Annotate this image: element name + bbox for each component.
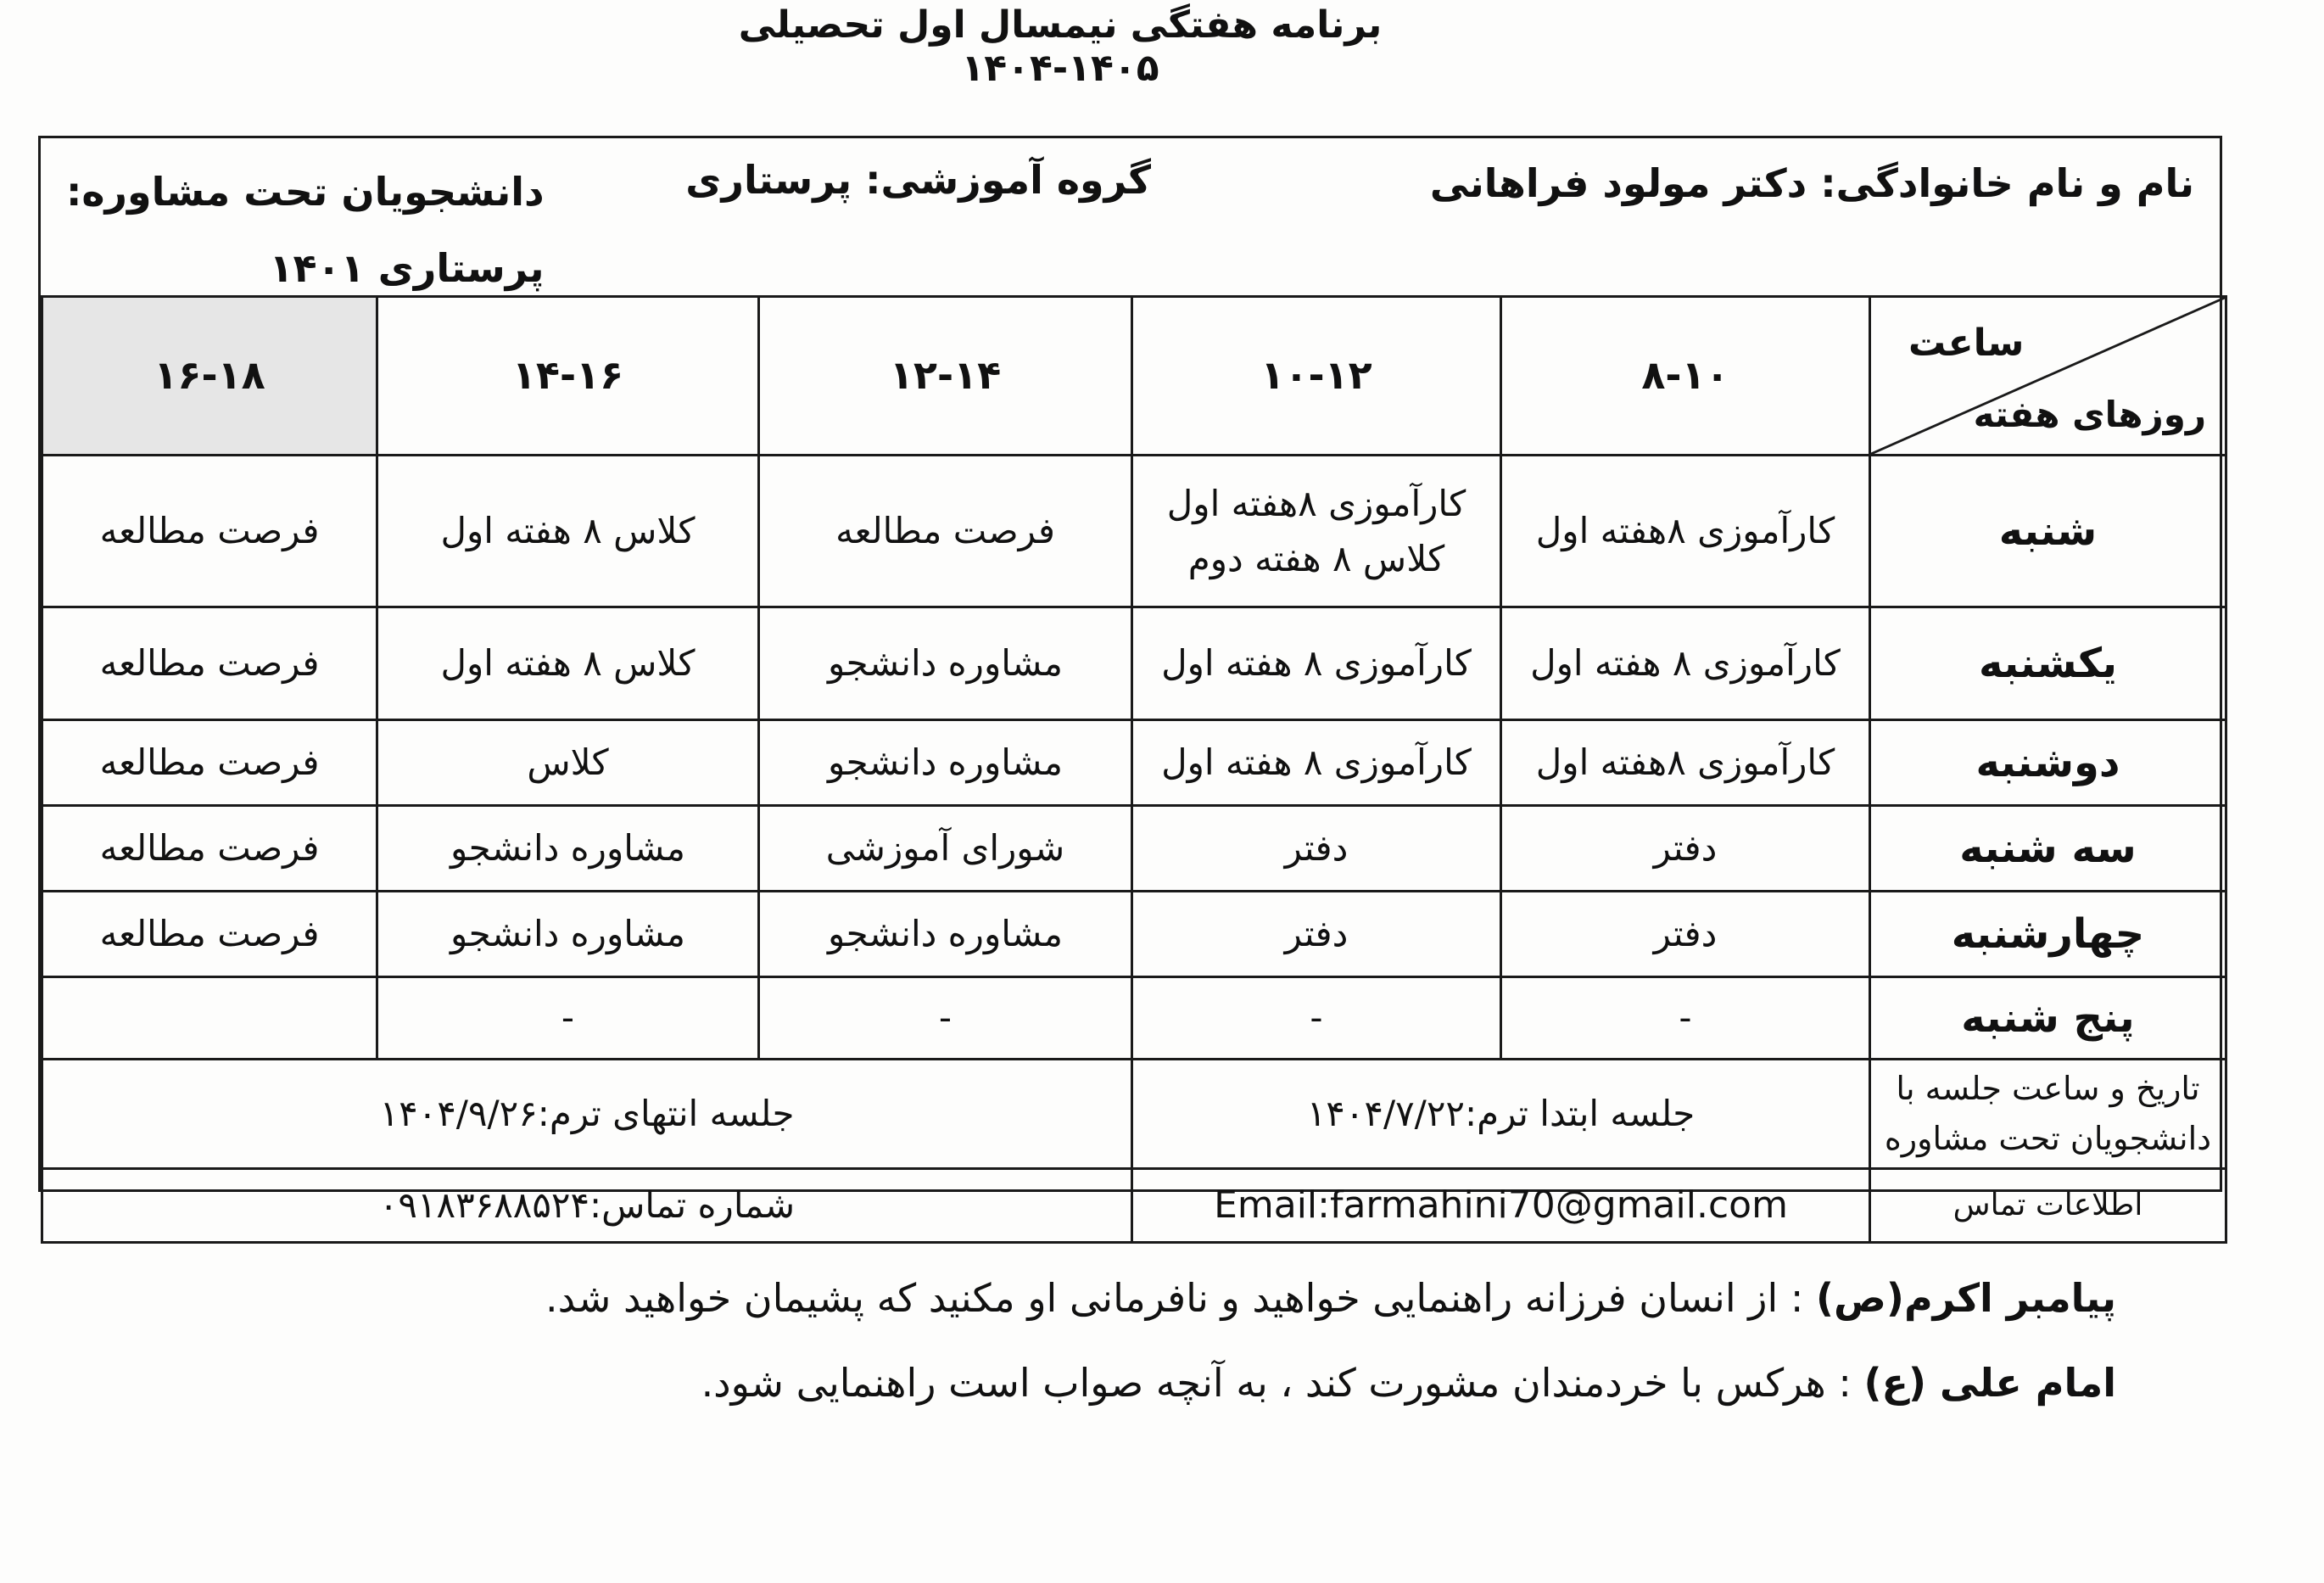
schedule-cell: مشاوره دانشجو (759, 892, 1132, 977)
schedule-cell: فرصت مطالعه (759, 456, 1132, 607)
contact-label: اطلاعات تماس (1870, 1168, 2226, 1242)
quote-line (165, 1256, 2116, 1340)
time-slot-header: ۱۶-۱۸ (42, 297, 377, 456)
schedule-cell: کارآموزی ۸ هفته اول (1501, 607, 1870, 720)
time-slot-header: ۸-۱۰ (1501, 297, 1870, 456)
schedule-cell: مشاوره دانشجو (377, 806, 759, 892)
schedule-sheet (38, 136, 2222, 1227)
time-slot-header: ۱۴-۱۶ (377, 297, 759, 456)
schedule-cell: مشاوره دانشجو (377, 892, 759, 977)
advisee-students (66, 154, 545, 306)
day-label: پنج شنبه (1870, 977, 2226, 1060)
corner-hour-label: ساعت (1908, 322, 2025, 365)
meeting-end: جلسه انتهای ترم:۱۴۰۴/۹/۲۶ (42, 1060, 1132, 1169)
quote-text: : از انسان فرزانه راهنمایی خواهید و نافرمانی او مکنید که پشیمان خواهید شد. (545, 1275, 1817, 1321)
schedule-cell: کارآموزی ۸هفته اول (1501, 456, 1870, 607)
quotes-section (165, 1256, 2116, 1425)
schedule-cell: فرصت مطالعه (42, 806, 377, 892)
schedule-cell: - (1501, 977, 1870, 1060)
schedule-cell: فرصت مطالعه (42, 892, 377, 977)
schedule-cell: کلاس ۸ هفته اول (377, 607, 759, 720)
schedule-cell: فرصت مطالعه (42, 720, 377, 806)
table-row (42, 720, 2226, 806)
contact-phone: شماره تماس:۰۹۱۸۳۶۸۸۵۲۴ (42, 1168, 1132, 1242)
table-row (42, 892, 2226, 977)
contact-row (42, 1168, 2226, 1242)
meeting-row (42, 1060, 2226, 1169)
meeting-start: جلسه ابتدا ترم:۱۴۰۴/۷/۲۲ (1132, 1060, 1870, 1169)
schedule-cell: کلاس ۸ هفته اول (377, 456, 759, 607)
schedule-cell: مشاوره دانشجو (759, 720, 1132, 806)
schedule-cell: فرصت مطالعه (42, 456, 377, 607)
header-info (41, 138, 2220, 298)
contact-email[interactable]: Email:farmahini70@gmail.com (1132, 1168, 1870, 1242)
schedule-cell: فرصت مطالعه (42, 607, 377, 720)
meeting-label: تاریخ و ساعت جلسه با دانشجویان تحت مشاوره (1870, 1060, 2226, 1169)
table-row (42, 456, 2226, 607)
department-group: گروه آموزشی: پرستاری (685, 157, 1151, 203)
schedule-cell: کلاس (377, 720, 759, 806)
schedule-cell: - (759, 977, 1132, 1060)
schedule-cell: دفتر (1501, 806, 1870, 892)
time-slot-header: ۱۲-۱۴ (759, 297, 1132, 456)
schedule-cell: کارآموزی ۸هفته اول (1501, 720, 1870, 806)
table-header-row (42, 297, 2226, 456)
schedule-cell (42, 977, 377, 1060)
instructor-name: نام و نام خانوادگی: دکتر مولود فراهانی (1429, 160, 2194, 206)
quote-text: : هرکس با خردمندان مشورت کند ، به آنچه صواب است راهنمایی شود. (701, 1360, 1864, 1406)
time-slot-header: ۱۰-۱۲ (1132, 297, 1501, 456)
schedule-cell: - (377, 977, 759, 1060)
day-label: سه شنبه (1870, 806, 2226, 892)
day-label: دوشنبه (1870, 720, 2226, 806)
schedule-cell: کارآموزی ۸ هفته اول (1132, 720, 1501, 806)
schedule-cell: دفتر (1132, 806, 1501, 892)
corner-days-label: روزهای هفته (1973, 393, 2206, 435)
schedule-cell: کارآموزی ۸ هفته اول (1132, 607, 1501, 720)
table-row (42, 977, 2226, 1060)
corner-cell (1870, 297, 2226, 456)
schedule-cell: شورای آموزشی (759, 806, 1132, 892)
weekly-schedule-table (41, 295, 2227, 1244)
day-label: یکشنبه (1870, 607, 2226, 720)
quote-line (165, 1340, 2116, 1425)
table-row (42, 607, 2226, 720)
schedule-cell: کارآموزی ۸هفته اول کلاس ۸ هفته دوم (1132, 456, 1501, 607)
quote-speaker: امام علی (ع) (1863, 1360, 2116, 1406)
schedule-cell: دفتر (1501, 892, 1870, 977)
day-label: چهارشنبه (1870, 892, 2226, 977)
table-row (42, 806, 2226, 892)
schedule-cell: مشاوره دانشجو (759, 607, 1132, 720)
schedule-cell: - (1132, 977, 1501, 1060)
advisee-students-label: دانشجویان تحت مشاوره: (66, 169, 545, 215)
page-title: برنامه هفتگی نیمسال اول تحصیلی ۱۴۰۵-۱۴۰۴ (738, 3, 1383, 90)
advisee-students-value: پرستاری ۱۴۰۱ (269, 245, 545, 291)
quote-speaker: پیامبر اکرم(ص) (1816, 1275, 2116, 1321)
schedule-cell: دفتر (1132, 892, 1501, 977)
day-label: شنبه (1870, 456, 2226, 607)
